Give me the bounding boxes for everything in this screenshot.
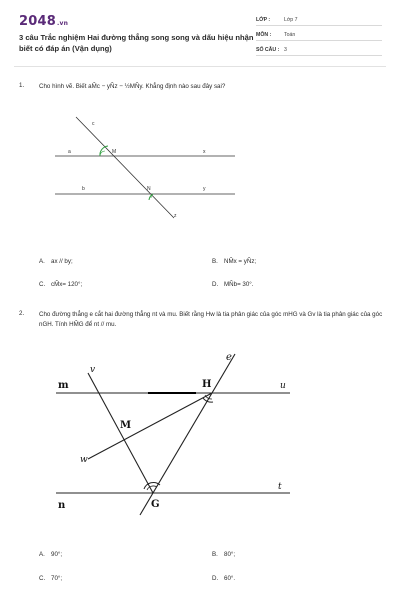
q2-option-b[interactable]	[212, 551, 235, 558]
q1-option-b-letter: B.	[212, 258, 218, 265]
q2-number: 2.	[19, 310, 25, 317]
q1-option-c[interactable]	[39, 281, 82, 288]
q1-label-M: M	[112, 149, 117, 155]
q1-label-x: x	[203, 149, 206, 155]
q1-option-c-text: cM̂x= 120°;	[51, 281, 83, 288]
meta-subject	[256, 29, 382, 41]
q2-option-a[interactable]	[39, 551, 62, 558]
q2-option-a-letter: A.	[39, 551, 45, 558]
meta-subject-label: MÔN :	[256, 32, 272, 38]
q1-option-c-letter: C.	[39, 281, 46, 288]
q2-option-d-letter: D.	[212, 575, 219, 582]
q2-label-n: n	[58, 500, 66, 511]
q1-label-N: N	[147, 186, 151, 192]
q1-option-b-text: NM̂x = yN̂z;	[224, 258, 257, 265]
q2-option-a-text: 90°;	[51, 551, 63, 558]
q2-option-d-text: 60°.	[224, 575, 236, 582]
meta-class-label: LỚP :	[256, 17, 271, 23]
q2-option-b-letter: B.	[212, 551, 218, 558]
site-logo[interactable]: 2048.vn	[19, 14, 69, 29]
q2-option-d[interactable]	[212, 575, 235, 582]
meta-count-value: 3	[284, 47, 287, 53]
q2-label-v: v	[90, 365, 96, 375]
meta-count	[256, 44, 382, 56]
q2-option-c-text: 70°;	[51, 575, 63, 582]
q2-label-e: e	[226, 352, 232, 363]
q1-label-a: a	[68, 149, 71, 155]
q2-label-M: M	[120, 420, 132, 431]
q1-text: Cho hình vẽ. Biết aM̂c − yN̂z − ½MN̂y. Khẳng định nào sau đây sai?	[39, 83, 226, 90]
q1-label-b: b	[82, 186, 85, 192]
q1-option-b[interactable]	[212, 258, 256, 265]
q2-text: Cho đường thẳng e cắt hai đường thẳng nt và mu. Biết rằng Hw là tia phân giác của góc mHG và Gv là tia phân giác của góc nGH. Tính HM̂G để nt // mu.	[39, 311, 383, 328]
meta-class	[256, 14, 382, 26]
header-divider	[14, 66, 386, 67]
q2-label-w: w	[80, 455, 88, 465]
q2-option-b-text: 80°;	[224, 551, 236, 558]
q1-option-d[interactable]	[212, 281, 253, 288]
q1-option-a[interactable]	[39, 258, 73, 265]
q2-label-m: m	[58, 380, 69, 391]
q2-option-c[interactable]	[39, 575, 62, 582]
q1-figure	[50, 110, 250, 230]
meta-class-value: Lớp 7	[284, 17, 298, 23]
meta-count-label: SỐ CÂU :	[256, 47, 280, 53]
q1-option-d-letter: D.	[212, 281, 219, 288]
q2-label-G: G	[151, 499, 160, 510]
q1-label-y: y	[203, 186, 206, 192]
q2-figure	[50, 343, 296, 521]
q2-label-u: u	[280, 381, 286, 391]
q2-label-t: t	[278, 482, 282, 492]
meta-subject-value: Toán	[284, 32, 296, 38]
q1-option-a-text: ax // by;	[51, 258, 73, 265]
q1-label-z: z	[174, 213, 177, 219]
q2-option-c-letter: C.	[39, 575, 46, 582]
q1-number: 1.	[19, 82, 25, 89]
q1-option-a-letter: A.	[39, 258, 45, 265]
q1-option-d-text: MN̂b= 30°.	[224, 281, 254, 288]
q2-label-H: H	[202, 379, 212, 390]
worksheet-title: 3 câu Trắc nghiệm Hai đường thẳng song song và dấu hiệu nhận biết có đáp án (Vận dụng)	[19, 33, 254, 53]
q1-label-c: c	[92, 121, 95, 127]
